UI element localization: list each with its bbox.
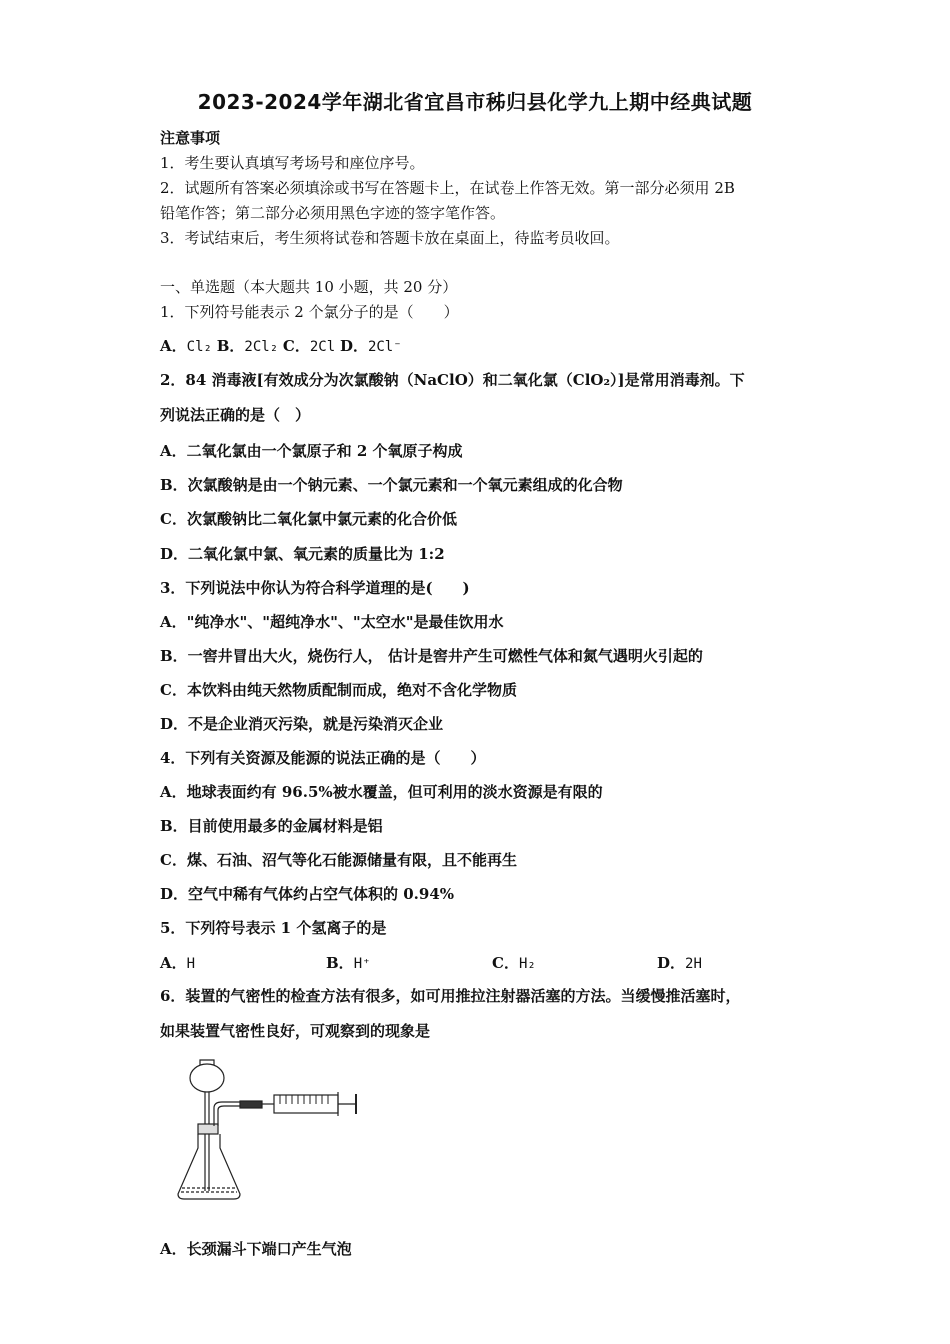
q5-option-b: B．H⁺ [326,954,371,972]
q2-option-c: C．次氯酸钠比二氧化氯中氯元素的化合价低 [160,510,457,528]
rubber-tube [240,1101,262,1108]
q4-stem: 4．下列有关资源及能源的说法正确的是（ ） [160,749,486,767]
q5-option-c: C．H₂ [492,954,536,972]
q4-option-c: C．煤、石油、沼气等化石能源储量有限，且不能再生 [160,851,517,869]
q1-option-b-letter: B． [216,337,245,355]
q5-stem: 5．下列符号表示 1 个氢离子的是 [160,919,387,937]
q4-option-d: D．空气中稀有气体约占空气体积的 0.94% [160,885,455,903]
q2-option-a: A．二氧化氯由一个氯原子和 2 个氧原子构成 [160,442,463,460]
q3-option-c: C．本饮料由纯天然物质配制而成，绝对不含化学物质 [160,681,517,699]
q1-option-a: Cl₂ [186,339,212,355]
q5-option-a: A．H [160,954,196,972]
q5-option-d: D．2H [657,954,702,972]
q1-options [160,336,402,357]
q1-option-d: 2Cl⁻ [367,339,402,355]
q1-stem: 1．下列符号能表示 2 个氯分子的是（ ） [160,303,459,321]
apparatus-diagram [170,1056,370,1206]
notice-item-3: 3．考试结束后，考生须将试卷和答题卡放在桌面上，待监考员收回。 [160,229,620,247]
q4-option-b: B．目前使用最多的金属材料是铝 [160,817,383,835]
q6-stem-line1: 6．装置的气密性的检查方法有很多，如可用推拉注射器活塞的方法。当缓慢推活塞时， [160,987,741,1005]
q2-option-b: B．次氯酸钠是由一个钠元素、一个氯元素和一个氧元素组成的化合物 [160,476,623,494]
notice-item-1: 1．考生要认真填写考场号和座位序号。 [160,154,425,172]
q2-stem-line2: 列说法正确的是（ ） [160,406,311,424]
q4-option-a: A．地球表面约有 96.5%被水覆盖，但可利用的淡水资源是有限的 [160,783,603,801]
q3-option-a: A．"纯净水"、"超纯净水"、"太空水"是最佳饮用水 [160,613,504,631]
q1-option-d-letter: D． [339,337,368,355]
page-title: 2023-2024学年湖北省宜昌市秭归县化学九上期中经典试题 [197,90,753,114]
q1-option-b: 2Cl₂ [244,339,279,355]
section-heading: 一、单选题（本大题共 10 小题，共 20 分） [160,278,458,296]
q1-option-c-letter: C． [282,337,310,355]
syringe-scale [280,1095,328,1104]
notice-item-2: 2．试题所有答案必须填涂或书写在答题卡上，在试卷上作答无效。第一部分必须用 2B [160,179,735,197]
q2-stem-line1: 2．84 消毒液[有效成分为次氯酸钠（NaClO）和二氧化氯（ClO₂）]是常用消毒剂。下 [160,371,745,389]
notice-heading: 注意事项 [160,129,221,147]
q1-option-a-letter: A． [160,337,187,355]
q3-stem: 3．下列说法中你认为符合科学道理的是( ) [160,579,470,597]
q6-option-a: A．长颈漏斗下端口产生气泡 [160,1240,352,1258]
notice-item-2-cont: 铅笔作答；第二部分必须用黑色字迹的签字笔作答。 [160,204,506,222]
funnel-bulb [190,1064,224,1092]
q6-stem-line2: 如果装置气密性良好，可观察到的现象是 [160,1022,431,1040]
q1-option-c: 2Cl [309,339,336,355]
stopper [198,1124,218,1134]
q3-option-d: D．不是企业消灭污染，就是污染消灭企业 [160,715,444,733]
q3-option-b: B．一窖井冒出大火，烧伤行人， 估计是窖井产生可燃性气体和氮气遇明火引起的 [160,647,703,665]
q2-option-d: D．二氧化氯中氯、氧元素的质量比为 1:2 [160,545,445,563]
